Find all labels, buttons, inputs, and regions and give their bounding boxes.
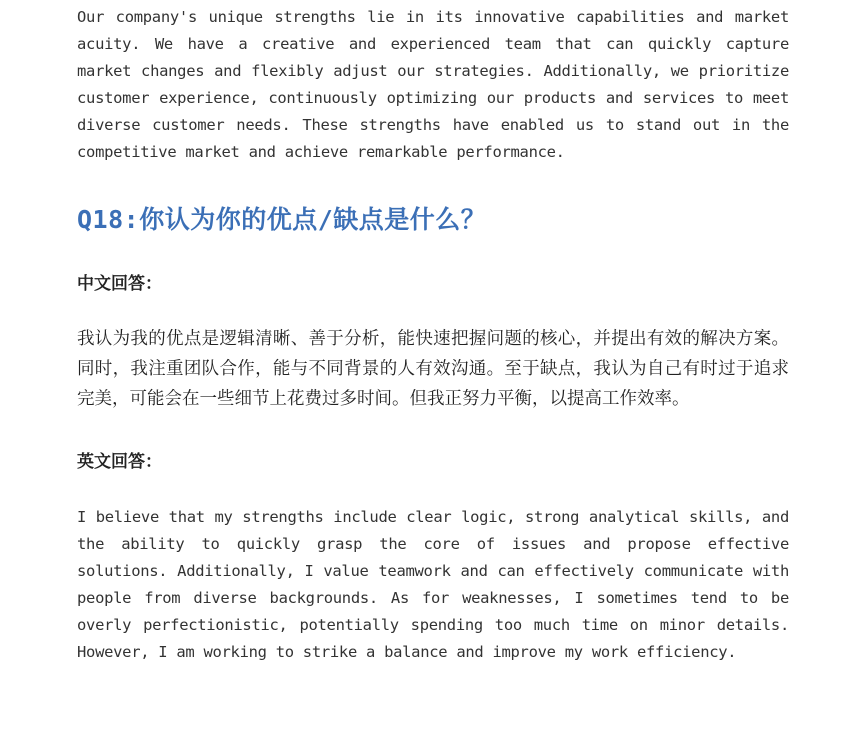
document-content <box>77 4 789 666</box>
intro-paragraph: Our company's unique strengths lie in its innovative capabilities and market acuity. We have a creative and experienced team that can quickly capture market changes and flexibly adjust our strategies. Additionally, we prioritize customer experience, continuously optimizing our products and services to meet diverse customer needs. These strengths have enabled us to stand out in the competitive market and achieve remarkable performance. <box>77 8 789 161</box>
chinese-answer-text: 我认为我的优点是逻辑清晰、善于分析，能快速把握问题的核心，并提出有效的解决方案。同时，我注重团队合作，能与不同背景的人有效沟通。至于缺点，我认为自己有时过于追求完美，可能会在一些细节上花费过多时间。但我正努力平衡，以提高工作效率。 <box>77 329 789 409</box>
english-answer-text: I believe that my strengths include clear logic, strong analytical skills, and the ability to quickly grasp the core of issues and propose effective solutions. Additionally, I value teamwork and can effectively communicate with people from diverse backgrounds. As for weaknesses, I sometimes tend to be overly perfectionistic, potentially spending too much time on minor details. However, I am working to strike a balance and improve my work efficiency. <box>77 508 789 661</box>
english-answer-label: 英文回答： <box>77 452 162 472</box>
question-heading: Q18:你认为你的优点/缺点是什么？ <box>77 205 487 234</box>
chinese-answer-label: 中文回答： <box>77 274 162 294</box>
